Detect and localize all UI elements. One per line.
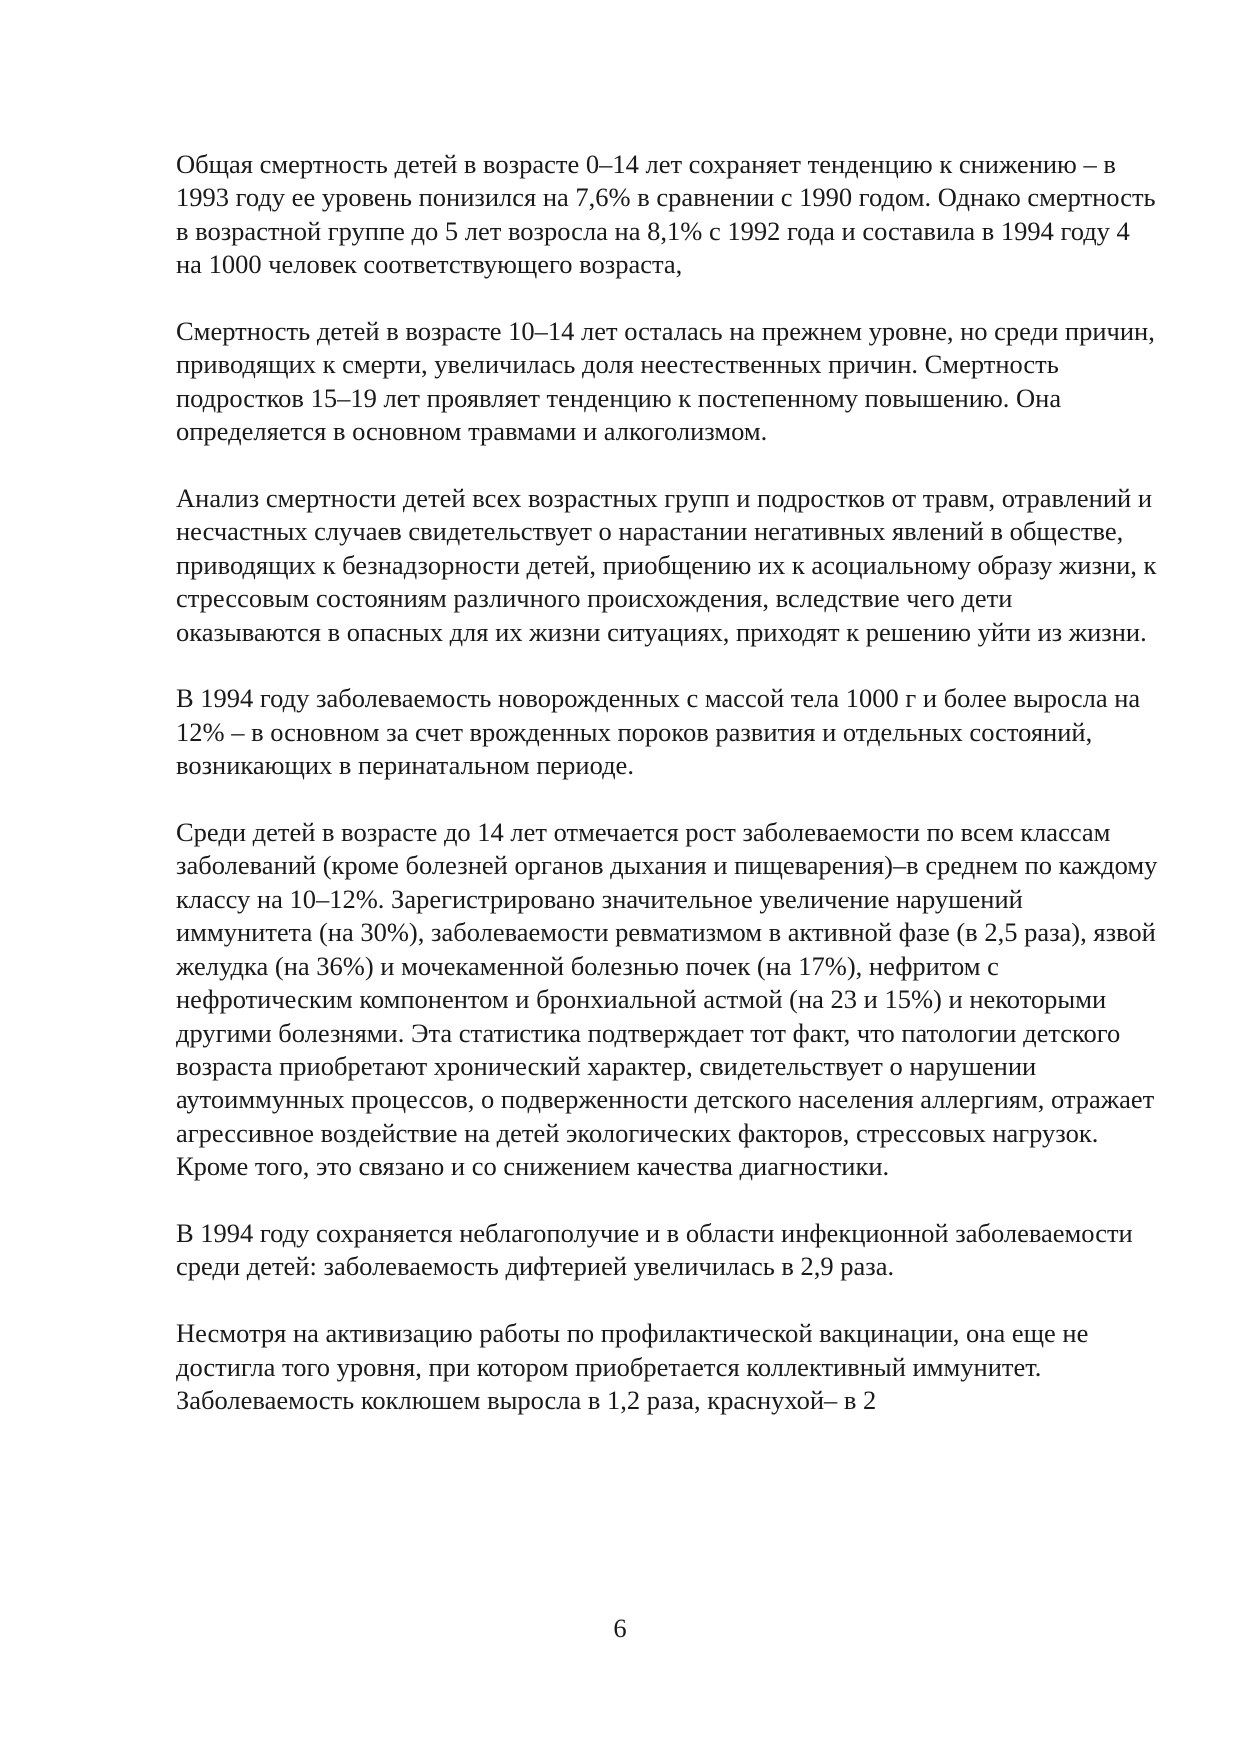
paragraph-child-mortality: Общая смертность детей в возрасте 0–14 лет сохраняет тенденцию к снижению – в 1993 году ее уровень понизился на 7,6% в сравнении с 1990 годом. Однако смертность в возрастной группе до 5 лет возросла на 8,1% с 1992 года и составила в 1994 году 4 на 1000 человек соответствующего возраста, <box>176 149 1156 280</box>
body-text <box>176 148 1158 1451</box>
paragraph-vaccination: Несмотря на активизацию работы по профилактической вакцинации, она еще не достигла того уровня, при котором приобретается коллективный иммунитет. Заболеваемость коклюшем выросла в 1,2 раза, краснухой– в 2 <box>176 1318 1089 1415</box>
paragraph-injury-analysis: Анализ смертности детей всех возрастных групп и подростков от травм, отравлений и несчастных случаев свидетельствует о нарастании негативных явлений в обществе, приводящих к безнадзорности детей, приобщению их к асоциальному образу жизни, к стрессовым состояниям различного происхождения, вследствие чего дети оказываются в опасных для их жизни ситуациях, приходят к решению уйти из жизни. <box>176 483 1157 647</box>
paragraph-newborn-morbidity: В 1994 году заболеваемость новорожденных с массой тела 1000 г и более выросла на 12% – в основном за счет врожденных пороков развития и отдельных состояний, возникающих в перинатальном периоде. <box>176 683 1141 781</box>
paragraph-morbidity-under-14: Среди детей в возрасте до 14 лет отмечается рост заболеваемости по всем классам заболеваний (кроме болезней органов дыхания и пищеварения)–в среднем по каждому классу на 10–12%. Зарегистрировано значительное увеличение нарушений иммунитета (на 30%), заболеваемости ревматизмом в активной фазе (в 2,5 раза), язвой желудка (на 36%) и мочекаменной болезнью почек (на 17%), нефритом с нефротическим компонентом и бронхиальной астмой (на 23 и 15%) и некоторыми другими болезнями. Эта статистика подтверждает тот факт, что патологии детского возраста приобретают хронический характер, свидетельствует о нарушении аутоиммунных процессов, о подверженности детского населения аллергиям, отражает агрессивное воздействие на детей экологических факторов, стрессовых нагрузок. Кроме того, это связано и со снижением качества диагностики. <box>176 817 1158 1182</box>
paragraph-infectious-morbidity: В 1994 году сохраняется неблагополучие и в области инфекционной заболеваемости среди детей: заболеваемость дифтерией увеличилась в 2,9 раза. <box>176 1217 1133 1282</box>
page-number: 6 <box>613 1613 627 1643</box>
paragraph-mortality-10-14: Смертность детей в возрасте 10–14 лет осталась на прежнем уровне, но среди причин, приводящих к смерти, увеличилась доля неестественных причин. Смертность подростков 15–19 лет проявляет тенденцию к постепенному повышению. Она определяется в основном травмами и алкоголизмом. <box>176 316 1155 447</box>
